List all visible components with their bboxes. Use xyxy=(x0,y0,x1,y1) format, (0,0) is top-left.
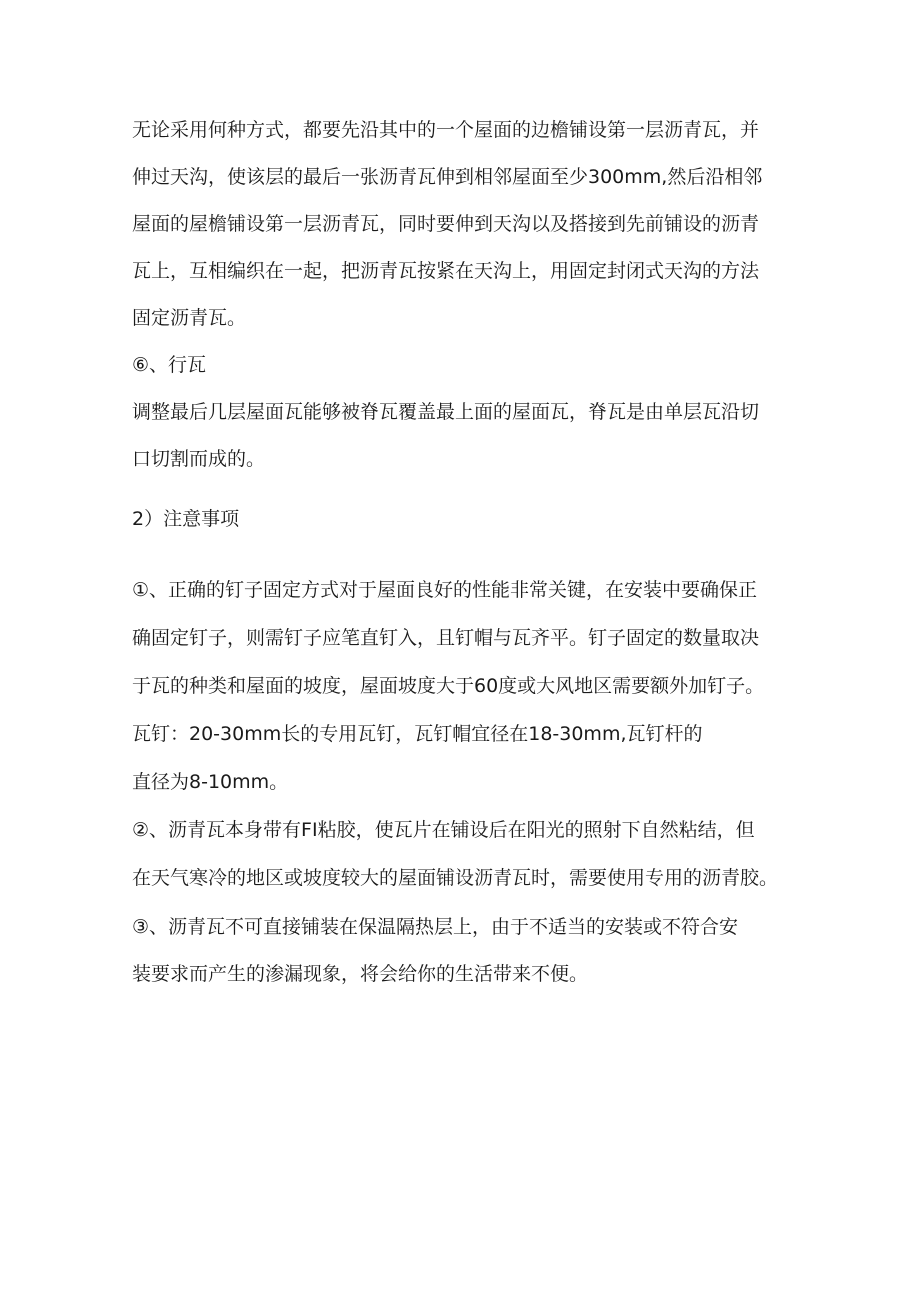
paragraph-line: 屋面的屋檐铺设第一层沥青瓦，同时要伸到天沟以及搭接到先前铺设的沥青 xyxy=(132,213,760,235)
paragraph-line: 装要求而产生的渗漏现象，将会给你的生活带来不便。 xyxy=(132,963,589,985)
paragraph-line: 于瓦的种类和屋面的坡度，屋面坡度大于60度或大风地区需要额外加钉子。 xyxy=(132,675,765,697)
section-heading: ⑥、行瓦 xyxy=(132,354,207,376)
paragraph-line: 瓦钉：20-30mm长的专用瓦钉，瓦钉帽宜径在18-30mm,瓦钉杆的 xyxy=(132,723,703,745)
section-heading: 2）注意事项 xyxy=(132,508,240,530)
paragraph-line: 口切割而成的。 xyxy=(132,448,266,470)
paragraph-line: 无论采用何种方式，都要先沿其中的一个屋面的边檐铺设第一层沥青瓦，并 xyxy=(132,119,760,141)
paragraph-line: ②、沥青瓦本身带有FI粘胶，使瓦片在铺设后在阳光的照射下自然粘结，但 xyxy=(132,819,755,841)
paragraph-line: 瓦上，互相编织在一起，把沥青瓦按紧在天沟上，用固定封闭式天沟的方法 xyxy=(132,260,760,282)
paragraph-line: 确固定钉子，则需钉子应笔直钉入，且钉帽与瓦齐平。钉子固定的数量取决 xyxy=(132,627,760,649)
paragraph-line: 调整最后几层屋面瓦能够被脊瓦覆盖最上面的屋面瓦，脊瓦是由单层瓦沿切 xyxy=(132,401,760,423)
paragraph-line: ①、正确的钉子固定方式对于屋面良好的性能非常关键，在安装中要确保正 xyxy=(132,579,758,601)
paragraph-line: ③、沥青瓦不可直接铺装在保温隔热层上，由于不适当的安装或不符合安 xyxy=(132,916,739,938)
paragraph-line: 固定沥青瓦。 xyxy=(132,307,247,329)
paragraph-line: 直径为8-10mm。 xyxy=(132,771,289,793)
paragraph-line: 伸过天沟，使该层的最后一张沥青瓦伸到相邻屋面至少300mm,然后沿相邻 xyxy=(132,166,763,188)
paragraph-line: 在天气寒冷的地区或坡度较大的屋面铺设沥青瓦时，需要使用专用的沥青胶。 xyxy=(132,867,779,889)
